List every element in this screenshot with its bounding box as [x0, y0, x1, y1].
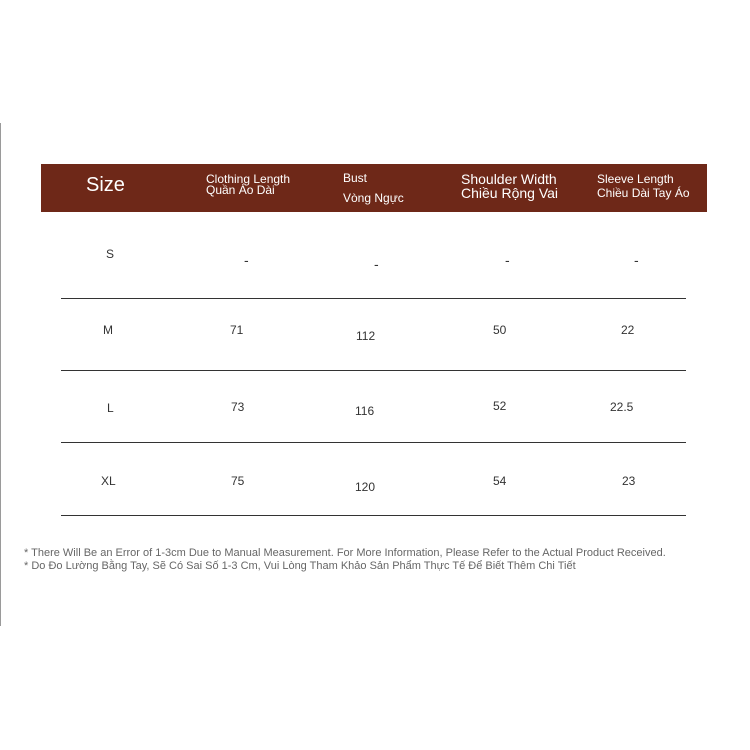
row-xl-length: 75 [231, 474, 245, 488]
row-m-shoulder: 50 [493, 323, 507, 337]
header-bust-vi: Vòng Ngực [343, 191, 404, 205]
row-xl-bust: 120 [355, 480, 376, 494]
row-l-shoulder: 52 [493, 399, 507, 413]
row-divider [61, 298, 686, 299]
header-clothing-length-vi: Quần Áo Dài [206, 183, 275, 197]
row-l-bust: 116 [355, 404, 375, 418]
row-m-sleeve: 22 [621, 323, 635, 337]
note-english: * There Will Be an Error of 1-3cm Due to Manual Measurement. For More Information, Please Refer to the Actual Product Received. [24, 547, 666, 559]
header-shoulder-width [461, 172, 558, 200]
header-bust [343, 168, 404, 208]
row-m-bust: 112 [356, 329, 376, 343]
row-l-sleeve: 22.5 [610, 400, 634, 414]
header-sleeve-vi: Chiều Dài Tay Áo [597, 186, 690, 200]
row-s-size: S [106, 247, 115, 261]
header-sleeve-length [597, 172, 690, 200]
header-bust-en: Bust [343, 171, 368, 185]
row-s-bust: - [374, 256, 379, 272]
row-xl-sleeve: 23 [622, 474, 636, 488]
row-l-length: 73 [231, 400, 245, 414]
row-m-size: M [103, 323, 113, 337]
row-divider [61, 370, 686, 371]
header-clothing-length-en: Clothing Length [206, 172, 291, 186]
row-xl-size: XL [101, 474, 116, 488]
header-shoulder-en: Shoulder Width [461, 171, 557, 187]
row-s-sleeve: - [634, 252, 639, 268]
header-size: Size [86, 174, 125, 196]
header-sleeve-en: Sleeve Length [597, 172, 674, 186]
note-vietnamese: * Do Đo Lường Bằng Tay, Sẽ Có Sai Số 1-3 Cm, Vui Lòng Tham Khảo Sản Phẩm Thực Tế Để Biết Thêm Chi Tiết [24, 560, 576, 572]
size-table-header [41, 164, 707, 212]
row-s-length: - [244, 252, 249, 268]
header-clothing-length [206, 174, 290, 196]
row-s-shoulder: - [505, 252, 510, 268]
left-border-line [0, 123, 1, 626]
row-xl-shoulder: 54 [493, 474, 507, 488]
row-divider [61, 515, 686, 516]
row-l-size: L [107, 401, 114, 415]
row-m-length: 71 [230, 323, 244, 337]
row-divider [61, 442, 686, 443]
header-shoulder-vi: Chiều Rộng Vai [461, 185, 559, 201]
